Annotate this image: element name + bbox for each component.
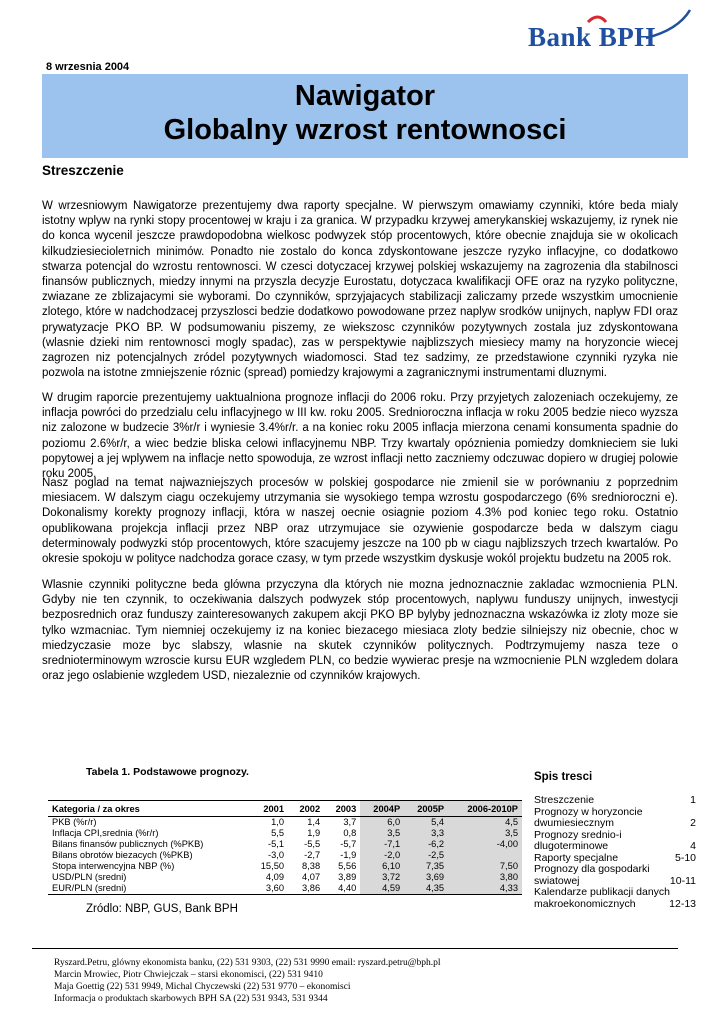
table-header-category: Kategoria / za okres (48, 801, 249, 817)
toc-item-label: Kalendarze publikacji danych makroekonomicznych (534, 886, 671, 910)
bank-bph-logo (528, 8, 693, 52)
toc-item[interactable] (534, 864, 696, 887)
summary-paragraph-4: Wlasnie czynniki polityczne beda glówna przyczyna dla których nie mozna jednoznacznie zakladac wzmocnienia PLN. Gdyby nie ten czynnik, to oczekiwania dalszych podwyzek stóp procentowych, naplywu funduszy unijnych, inwestycji bezposrednich oraz funduszy zainteresowanych zakupem akcji PKO BP bylyby jednoznaczna wskazówka iz zloty moze sie tylko wzmacniac. Tym niemniej oczekujemy iz na koniec biezacego miesiaca zloty bedzie silniejszy niz obecnie, choc w miedzyczasie moze byc slabszy, wlasnie na skutek czynników politycznych. Podtrzymujemy nasza teze o srednioterminowym wzroscie kursu EUR wzgledem PLN, co bedzie wywierac presje na wzmocnienie PLN wzgledem dolara oraz jego oslabienie wzgledem USD, niezaleznie od czynników krajowych. (42, 579, 678, 683)
row-label: EUR/PLN (sredni) (48, 883, 249, 895)
toc-item-page: 1 (690, 794, 696, 806)
cell: -7,1 (360, 839, 404, 850)
cell: 3,89 (338, 872, 357, 882)
toc-item-page: 4 (690, 840, 696, 852)
cell (448, 850, 522, 861)
cell: -2,7 (304, 850, 321, 860)
cell: 15,50 (260, 861, 285, 871)
cell: 5,5 (271, 828, 285, 838)
table-row (48, 861, 522, 872)
toc-item-label: Prognozy w horyzoncie dwumiesiecznym (534, 805, 643, 829)
cell: -2,5 (404, 850, 448, 861)
cell: 7,50 (448, 861, 522, 872)
footer-line: Marcin Mrowiec, Piotr Chwiejczak – starsi ekonomisci, (22) 531 9410 (54, 970, 323, 980)
row-label: PKB (%r/r) (52, 817, 97, 827)
table-row (48, 828, 522, 839)
summary-paragraph-2: W drugim raporcie prezentujemy uaktualniona prognoze inflacji do 2006 roku. Przy przyjetych zalozeniach oczekujemy, ze inflacja powróci do przedzialu celu inflacyjnego w III kw. roku 2005. Srednioroczna inflacja w roku 2005 bedzie nieco wyzsza niz zalozone w budzecie 3%r/r i wyniesie 3.4%r/r. a na koniec roku 2005 inflacja mierzona cenami konsumenta spadnie do poziomu 2.6%r/r, a wiec bedzie bliska celowi inflacyjnemu NBP. Trzy kwartaly opóznienia pomiedzy domknieciem sie luki popytowej a jej wplywem na inflacje netto spowoduja, ze wzrost inflacji netto zaczniemy odczuwac dopiero w drugiej polowie roku 2005. (42, 392, 678, 481)
cell: -1,9 (340, 850, 357, 860)
cell: -3,0 (268, 850, 285, 860)
cell: 1,4 (307, 817, 321, 827)
table-source: Zródlo: NBP, GUS, Bank BPH (86, 903, 238, 915)
row-label: Bilans obrotów biezacych (%PKB) (52, 850, 193, 860)
cell: 4,07 (302, 872, 321, 882)
toc-heading: Spis tresci (534, 771, 593, 783)
cell: 3,72 (360, 872, 404, 883)
report-date: 8 wrzesnia 2004 (46, 61, 130, 73)
toc-item[interactable] (534, 807, 696, 830)
cell: 1,0 (271, 817, 285, 827)
cell: 3,5 (360, 828, 404, 839)
table-header-2002: 2002 (288, 801, 324, 817)
toc-item[interactable] (534, 795, 696, 807)
cell: 5,4 (404, 817, 448, 829)
table-header-2005p: 2005P (404, 801, 448, 817)
table-row (48, 883, 522, 895)
footer-contacts (54, 957, 440, 1005)
row-label: Inflacja CPI,srednia (%r/r) (52, 828, 159, 838)
toc-item-page: 5-10 (674, 851, 696, 864)
summary-paragraph-3: Nasz poglad na temat najwazniejszych procesów w polskiej gospodarce nie zmienil sie w porównaniu z poprzednim miesiacem. W dalszym ciagu oczekujemy utrzymania sie wysokiego tempa wzrostu gospodarczego (6% srednioroczni e). Dokonalismy korekty prognozy inflacji, którа w naszej oecnie osiagnie poziom 4.3% pod koniec tego roku. Ostatnio opublikowana projekcja inflacji przez NBP oraz utrzymujace sie ozywienie gospodarcze beda w dalszym ciagu determinowaly podwyzki stóp procentowych, które szacujemy jeszcze na 100 pb w ciagu najblizszych trzech kwartalów. Po okresie spokoju w polityce nadchodza gorace czasy, w tym przede wszystkim dyskusje wokól projektu budzetu na 2005 rok. (42, 477, 678, 566)
footer-line: Maja Goettig (22) 531 9949, Michal Chyczewski (22) 531 9770 – ekonomisci (54, 982, 351, 992)
cell: -6,2 (404, 839, 448, 850)
cell: 3,3 (404, 828, 448, 839)
table-row (48, 839, 522, 850)
cell: 6,0 (360, 817, 404, 829)
cell: 5,56 (338, 861, 357, 871)
row-label: Stopa interwencyjna NBP (%) (52, 861, 175, 871)
forecast-table (48, 800, 522, 895)
cell: 3,69 (404, 872, 448, 883)
cell: -4,00 (448, 839, 522, 850)
logo-text: Bank BPH (528, 22, 656, 52)
toc-item-label: Prognozy srednio-i dlugoterminowe (534, 828, 622, 852)
cell: 3,7 (343, 817, 357, 827)
summary-heading: Streszczenie (42, 163, 124, 178)
toc-item[interactable] (534, 887, 696, 910)
title-banner (42, 74, 688, 158)
table-header-2004p: 2004P (360, 801, 404, 817)
cell: -5,7 (340, 839, 357, 849)
row-label: Bilans finansów publicznych (%PKB) (52, 839, 204, 849)
table-header-row (48, 801, 522, 817)
cell: 3,60 (249, 883, 288, 895)
cell: -5,1 (268, 839, 285, 849)
report-subtitle: Globalny wzrost rentownosci (163, 114, 567, 146)
cell: 4,40 (324, 883, 360, 895)
summary-paragraph-1: W wrzesniowym Nawigatorze prezentujemy dwa raporty specjalne. W pierwszym omawiamy czynniki, które beda mialy istotny wplyw na rynki stopy procentowej w kraju i za granica. W przypadku krzywej amerykanskiej wskazujemy, iz rynek nie do konca wycenil jeszcze prawdopodobna wielkosc podwyzek stóp procentowych, które obecnie znajduja sie w okolicach kilkudziesieciolетnich minimów. Ponadto nie zostalo do konca zdyskontowane jeszcze ryzyko inflacyjne, co dodatkowo stwarza potencjal do wzrostu rentownosci. W czesci dotyczacej krzywej polskiej wskazujemy na zagrozenia dla stabilnosci finansów publicznych, miedzy innymi na przyszla decyzje Eurostatu, dotyczaca kwalifikacji OFE oraz na ryzyko polityczne, zwiazane ze zblizajacymi sie wyborami. Do czynników, sprzyjajacych stabilizacji zaliczamy przede wszystkim umocnienie zlotego, które w nadchodzacej przyszlosci bedzie dodatkowo powodowane przez naplyw srodków unijnych, naplyw FDI oraz prywatyzacje PKO BP. W podsumowaniu piszemy, ze wiekszosc czynników pozytywnych zostala juz zdyskontowana (wlasnie dzieki nim rentownosci mogly spadac), zas w perspektywie najblizszych miesiecy mamy na horyzoncie wiecej zagrozen niz potencjalnych zródel pozytywnych wiadomosci. Stad tez sadzimy, ze przedstawione czynniki ryzyka nie pozwola na istotne zmniejszenie róznic (spread) pomiedzy krajowymi a zagranicznymi instrumentami dluznymi. (42, 200, 678, 380)
table-row (48, 817, 522, 829)
toc-item-label: Prognozy dla gospodarki swiatowej (534, 863, 650, 887)
cell: 4,33 (448, 883, 522, 895)
row-label: USD/PLN (sredni) (52, 872, 127, 882)
cell: 3,80 (448, 872, 522, 883)
cell: 4,09 (265, 872, 285, 882)
cell: 8,38 (302, 861, 321, 871)
toc-item-page: 10-11 (669, 874, 696, 887)
cell: -5,5 (304, 839, 321, 849)
footer-divider (32, 948, 678, 949)
table-row (48, 872, 522, 883)
table-header-2001: 2001 (249, 801, 288, 817)
cell: -2,0 (360, 850, 404, 861)
table-title: Tabela 1. Podstawowe prognozy. (86, 766, 249, 778)
cell: 4,35 (404, 883, 448, 895)
cell: 4,59 (360, 883, 404, 895)
cell: 0,8 (343, 828, 357, 838)
toc-item[interactable] (534, 830, 696, 853)
footer-line: Ryszard.Petru, glówny ekonomista banku, (22) 531 9303, (22) 531 9990 email: ryszard.petru@bph.pl (54, 958, 441, 968)
cell: 3,5 (448, 828, 522, 839)
toc-item-page: 12-13 (669, 897, 696, 910)
cell: 4,5 (448, 817, 522, 829)
table-row (48, 850, 522, 861)
cell: 6,10 (360, 861, 404, 872)
toc-item-label: Streszczenie (534, 794, 595, 806)
cell: 3,86 (288, 883, 324, 895)
report-title: Nawigator (294, 80, 436, 112)
table-header-2003: 2003 (324, 801, 360, 817)
toc-item-page: 2 (690, 817, 696, 829)
cell: 1,9 (307, 828, 321, 838)
table-header-2006-2010p: 2006-2010P (448, 801, 522, 817)
footer-line: Informacja o produktach skarbowych BPH SA (22) 531 9343, 531 9344 (54, 994, 328, 1004)
cell: 7,35 (404, 861, 448, 872)
toc-item-label: Raporty specjalne (534, 851, 619, 864)
table-of-contents (534, 795, 696, 910)
